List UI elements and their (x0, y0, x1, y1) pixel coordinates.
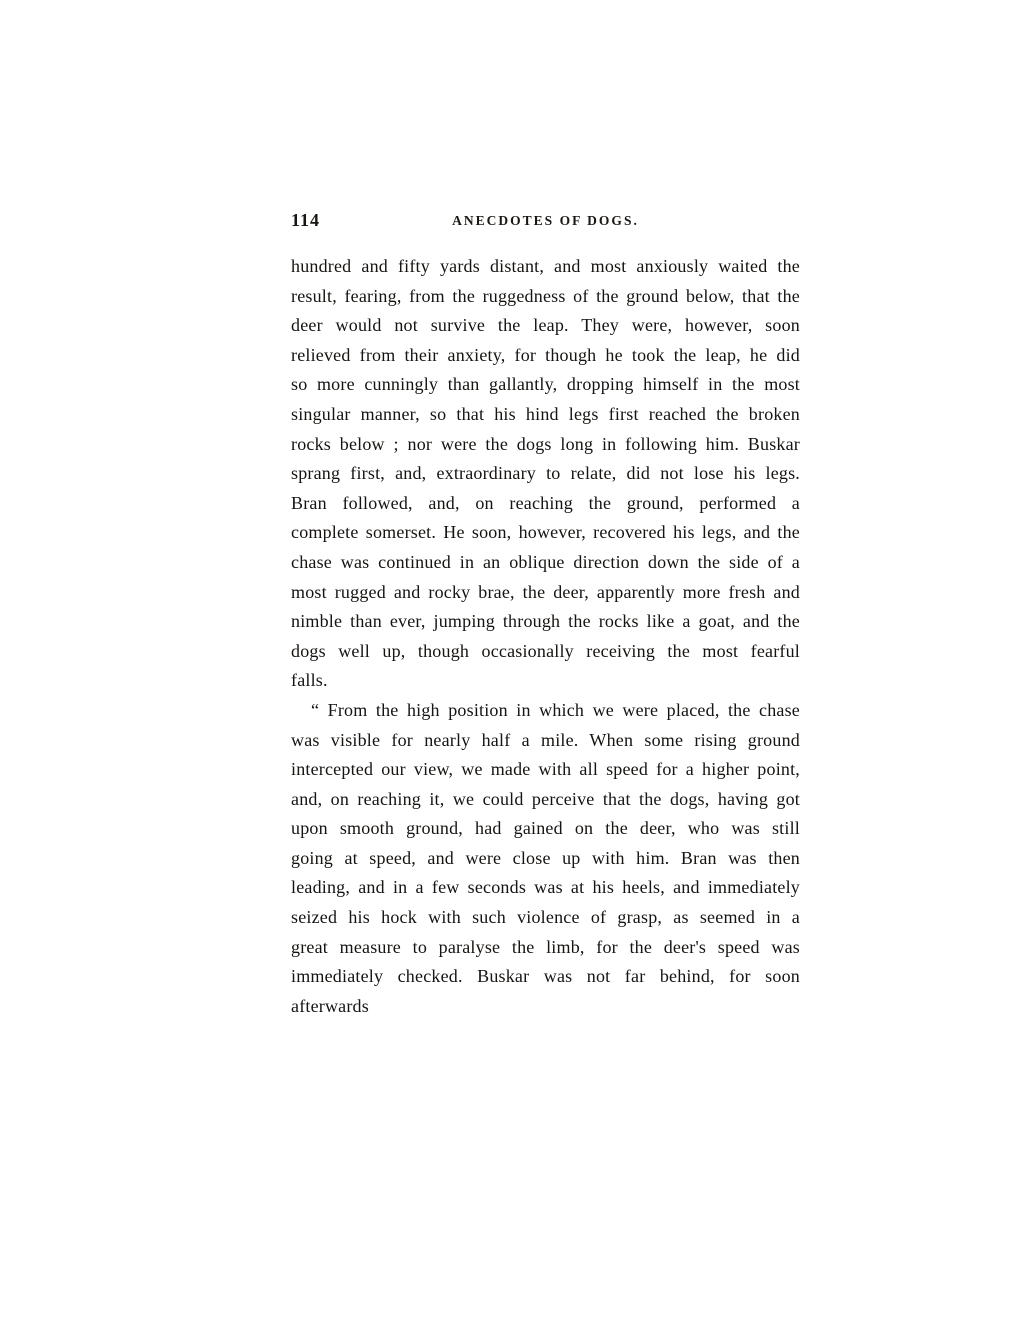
running-header: ANECDOTES OF DOGS. (452, 213, 639, 228)
page-content (291, 210, 800, 1021)
paragraph-continuation: hundred and fifty yards distant, and most anxiously waited the result, fearing, from the ruggedness of the ground below, that the deer would not survive the leap. They were, however, soon relieved from their anxiety, for though he took the leap, he did so more cunningly than gallantly, dropping himself in the most singular manner, so that his hind legs first reached the broken rocks below ; nor were the dogs long in following him. Buskar sprang first, and, extraordinary to relate, did not lose his legs. Bran followed, and, on reaching the ground, performed a complete somerset. He soon, however, recovered his legs, and the chase was continued in an oblique direction down the side of a most rugged and rocky brae, the deer, apparently more fresh and nimble than ever, jumping through the rocks like a goat, and the dogs well up, though occasionally receiving the most fearful falls. (291, 256, 800, 691)
body-text (291, 252, 800, 1021)
paragraph-quote: “ From the high position in which we were placed, the chase was visible for nearly half a mile. When some rising ground intercepted our view, we made with all speed for a higher point, and, on reaching it, we could perceive that the dogs, having got upon smooth ground, had gained on the deer, who was still going at speed, and were close up with him. Bran was then leading, and in a few seconds was at his heels, and immediately seized his hock with such violence of grasp, as seemed in a great measure to paralyse the limb, for the deer's speed was immediately checked. Buskar was not far behind, for soon afterwards (291, 699, 800, 1016)
page-number: 114 (291, 210, 321, 230)
page-header (291, 210, 800, 234)
